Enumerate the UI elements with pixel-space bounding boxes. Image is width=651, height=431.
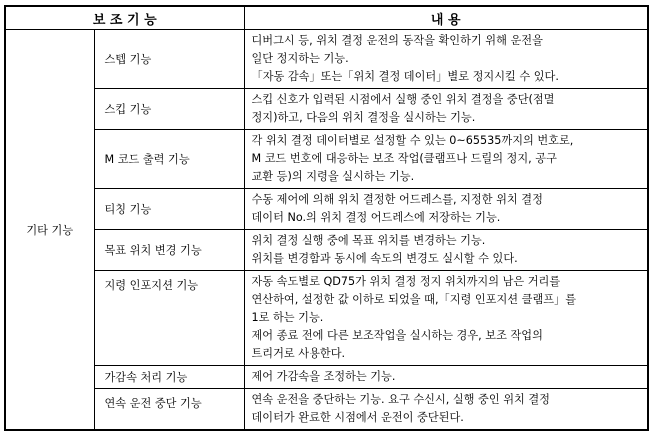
description-line: 데이터가 완료한 시점에서 운전이 중단된다. — [251, 411, 464, 424]
table-row — [5, 230, 648, 271]
description-line: 일단 정지하는 기능. — [251, 52, 349, 65]
description-line: 디버그시 등, 위치 결정 운전의 동작을 확인하기 위해 운전을 — [251, 34, 543, 47]
header-function: 보 조 기 능 — [5, 6, 244, 30]
description-line: 스킵 신호가 입력된 시점에서 실행 중인 위치 결정을 중단(점멸 — [251, 93, 555, 106]
function-name: 목표 위치 변경 기능 — [94, 230, 244, 271]
function-name: M 코드 출력 기능 — [94, 130, 244, 189]
table-row — [5, 389, 648, 431]
description-line: 연속 운전을 중단하는 기능. 요구 수신시, 실행 중인 위치 결정 — [251, 393, 550, 406]
description-line: 각 위치 결정 데이터별로 설정할 수 있는 0~65535까지의 번호로, — [251, 134, 574, 147]
description-line: 제어 가감속을 조정하는 기능. — [251, 370, 396, 383]
description-line: 위치 결정 실행 중에 목표 위치를 변경하는 기능. — [251, 234, 486, 247]
function-name: 가감속 처리 기능 — [94, 366, 244, 389]
description-line: 자동 속도별로 QD75가 위치 결정 정지 위치까지의 남은 거리를 — [251, 275, 561, 288]
table-row — [5, 130, 648, 189]
table-header-row — [5, 6, 648, 30]
description-line: 트리거로 사용한다. — [251, 347, 346, 360]
description-line: 1로 하는 기능. — [251, 311, 324, 324]
description-line: M 코드 번호에 대응하는 보조 작업(클램프나 드릴의 정지, 공구 — [251, 152, 557, 165]
header-content: 내 용 — [244, 6, 648, 30]
category-cell: 기타 기능 — [5, 30, 94, 431]
table-row — [5, 30, 648, 89]
function-name: 스킵 기능 — [94, 89, 244, 130]
function-description — [244, 30, 648, 89]
description-line: 정지)하고, 다음의 위치 결정을 실시하는 기능. — [251, 111, 476, 124]
function-description — [244, 189, 648, 230]
table-row — [5, 189, 648, 230]
description-line: 위치를 변경함과 동시에 속도의 변경도 실시할 수 있다. — [251, 252, 518, 265]
function-description — [244, 230, 648, 271]
function-description — [244, 366, 648, 389]
function-description — [244, 130, 648, 189]
function-name: 티칭 기능 — [94, 189, 244, 230]
function-name: 연속 운전 중단 기능 — [94, 389, 244, 431]
auxiliary-functions-table — [4, 5, 649, 431]
function-description — [244, 389, 648, 431]
function-name: 스텝 기능 — [94, 30, 244, 89]
description-line: 수동 제어에 의해 위치 결정한 어드레스를, 지정한 위치 결정 — [251, 193, 543, 206]
description-line: 제어 종료 전에 다른 보조작업을 실시하는 경우, 보조 작업의 — [251, 329, 543, 342]
function-name: 지령 인포지션 기능 — [94, 271, 244, 366]
description-line: 연산하여, 설정한 값 이하로 되었을 때,「지령 인포지션 클램프」를 — [251, 293, 577, 306]
table-row — [5, 271, 648, 366]
description-line: 데이터 No.의 위치 결정 어드레스에 저장하는 기능. — [251, 211, 501, 224]
function-description — [244, 271, 648, 366]
description-line: 교환 등)의 지령을 실시하는 기능. — [251, 170, 415, 183]
description-line: 「자동 감속」또는「위치 결정 데이터」별로 정지시킬 수 있다. — [251, 70, 559, 83]
table-row — [5, 89, 648, 130]
function-description — [244, 89, 648, 130]
table-row — [5, 366, 648, 389]
